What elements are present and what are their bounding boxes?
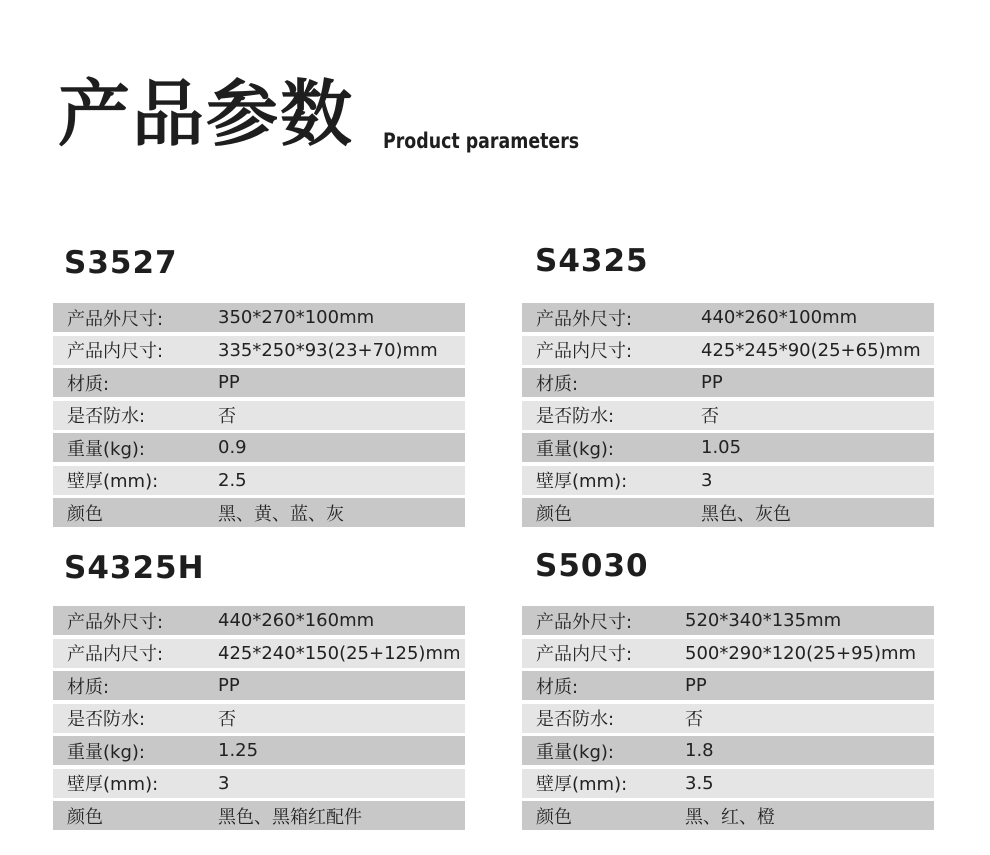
spec-label: 产品外尺寸:	[536, 611, 633, 633]
spec-row	[522, 606, 934, 635]
spec-label: 壁厚(mm):	[67, 471, 159, 492]
spec-value: 2.5	[218, 469, 247, 491]
spec-value: 黑色、黑箱红配件	[218, 806, 362, 828]
spec-label: 材质:	[536, 676, 579, 698]
spec-row	[53, 303, 465, 332]
spec-value: 425*245*90(25+65)mm	[701, 339, 921, 361]
spec-label: 产品内尺寸:	[67, 341, 164, 362]
spec-label: 是否防水:	[536, 406, 615, 427]
spec-value: PP	[218, 675, 240, 696]
spec-table	[53, 606, 465, 834]
page-title: 产品参数	[58, 72, 355, 156]
spec-value: PP	[218, 372, 240, 393]
spec-label: 重量(kg):	[67, 438, 145, 460]
spec-label: 壁厚(mm):	[536, 471, 628, 492]
spec-row	[53, 639, 465, 668]
spec-row	[522, 368, 934, 397]
spec-row	[53, 736, 465, 765]
spec-row	[53, 401, 465, 430]
spec-value: 500*290*120(25+95)mm	[685, 642, 917, 664]
spec-value: 否	[701, 406, 719, 427]
page-subtitle: Product parameters	[383, 129, 580, 153]
spec-row	[53, 368, 465, 397]
model-title: S4325	[535, 243, 649, 279]
spec-value: 否	[685, 709, 703, 730]
spec-value: 0.9	[218, 437, 247, 458]
spec-label: 颜色	[536, 503, 572, 525]
spec-row	[53, 336, 465, 365]
spec-value: 440*260*160mm	[218, 610, 375, 631]
spec-row	[522, 401, 934, 430]
spec-label: 产品内尺寸:	[536, 644, 633, 665]
spec-row	[53, 606, 465, 635]
spec-value: 黑、红、橙	[685, 806, 775, 828]
spec-value: 否	[218, 709, 236, 730]
spec-label: 是否防水:	[536, 709, 615, 730]
spec-label: 重量(kg):	[67, 741, 145, 763]
spec-row	[53, 466, 465, 495]
spec-value: 335*250*93(23+70)mm	[218, 339, 438, 361]
spec-value: 350*270*100mm	[218, 307, 375, 328]
spec-label: 重量(kg):	[536, 438, 614, 460]
spec-row	[522, 769, 934, 798]
spec-table	[522, 606, 934, 834]
spec-row	[522, 433, 934, 462]
spec-value: PP	[701, 372, 723, 393]
spec-row	[522, 671, 934, 700]
spec-value: 3.5	[685, 772, 714, 794]
spec-label: 产品外尺寸:	[536, 308, 633, 330]
spec-label: 是否防水:	[67, 406, 146, 427]
spec-row	[522, 704, 934, 733]
spec-value: 1.8	[685, 740, 714, 761]
spec-label: 产品内尺寸:	[536, 341, 633, 362]
spec-row	[53, 433, 465, 462]
spec-label: 颜色	[536, 806, 572, 828]
spec-label: 壁厚(mm):	[536, 774, 628, 795]
spec-row	[53, 704, 465, 733]
spec-row	[53, 498, 465, 527]
spec-value: 425*240*150(25+125)mm	[218, 642, 461, 664]
spec-row	[522, 639, 934, 668]
spec-row	[522, 466, 934, 495]
spec-label: 材质:	[536, 373, 579, 395]
spec-value: 1.05	[701, 437, 742, 458]
model-title: S5030	[535, 548, 649, 584]
spec-label: 重量(kg):	[536, 741, 614, 763]
spec-row	[53, 801, 465, 830]
spec-row	[53, 671, 465, 700]
spec-value: PP	[685, 675, 707, 696]
spec-table	[53, 303, 465, 531]
spec-row	[522, 336, 934, 365]
model-title: S3527	[64, 245, 178, 281]
spec-label: 产品外尺寸:	[67, 611, 164, 633]
spec-value: 否	[218, 406, 236, 427]
spec-row	[522, 498, 934, 527]
spec-row	[522, 801, 934, 830]
spec-label: 产品外尺寸:	[67, 308, 164, 330]
spec-value: 440*260*100mm	[701, 307, 858, 328]
spec-label: 是否防水:	[67, 709, 146, 730]
spec-value: 520*340*135mm	[685, 610, 842, 631]
spec-row	[522, 303, 934, 332]
spec-value: 3	[701, 469, 713, 491]
spec-label: 产品内尺寸:	[67, 644, 164, 665]
spec-value: 3	[218, 772, 230, 794]
model-title: S4325H	[64, 550, 205, 586]
spec-value: 1.25	[218, 740, 259, 761]
spec-label: 颜色	[67, 503, 103, 525]
spec-row	[522, 736, 934, 765]
spec-label: 材质:	[67, 676, 110, 698]
spec-label: 材质:	[67, 373, 110, 395]
spec-value: 黑、黄、蓝、灰	[218, 503, 344, 525]
spec-value: 黑色、灰色	[701, 503, 791, 525]
spec-table	[522, 303, 934, 531]
spec-row	[53, 769, 465, 798]
spec-label: 壁厚(mm):	[67, 774, 159, 795]
spec-label: 颜色	[67, 806, 103, 828]
